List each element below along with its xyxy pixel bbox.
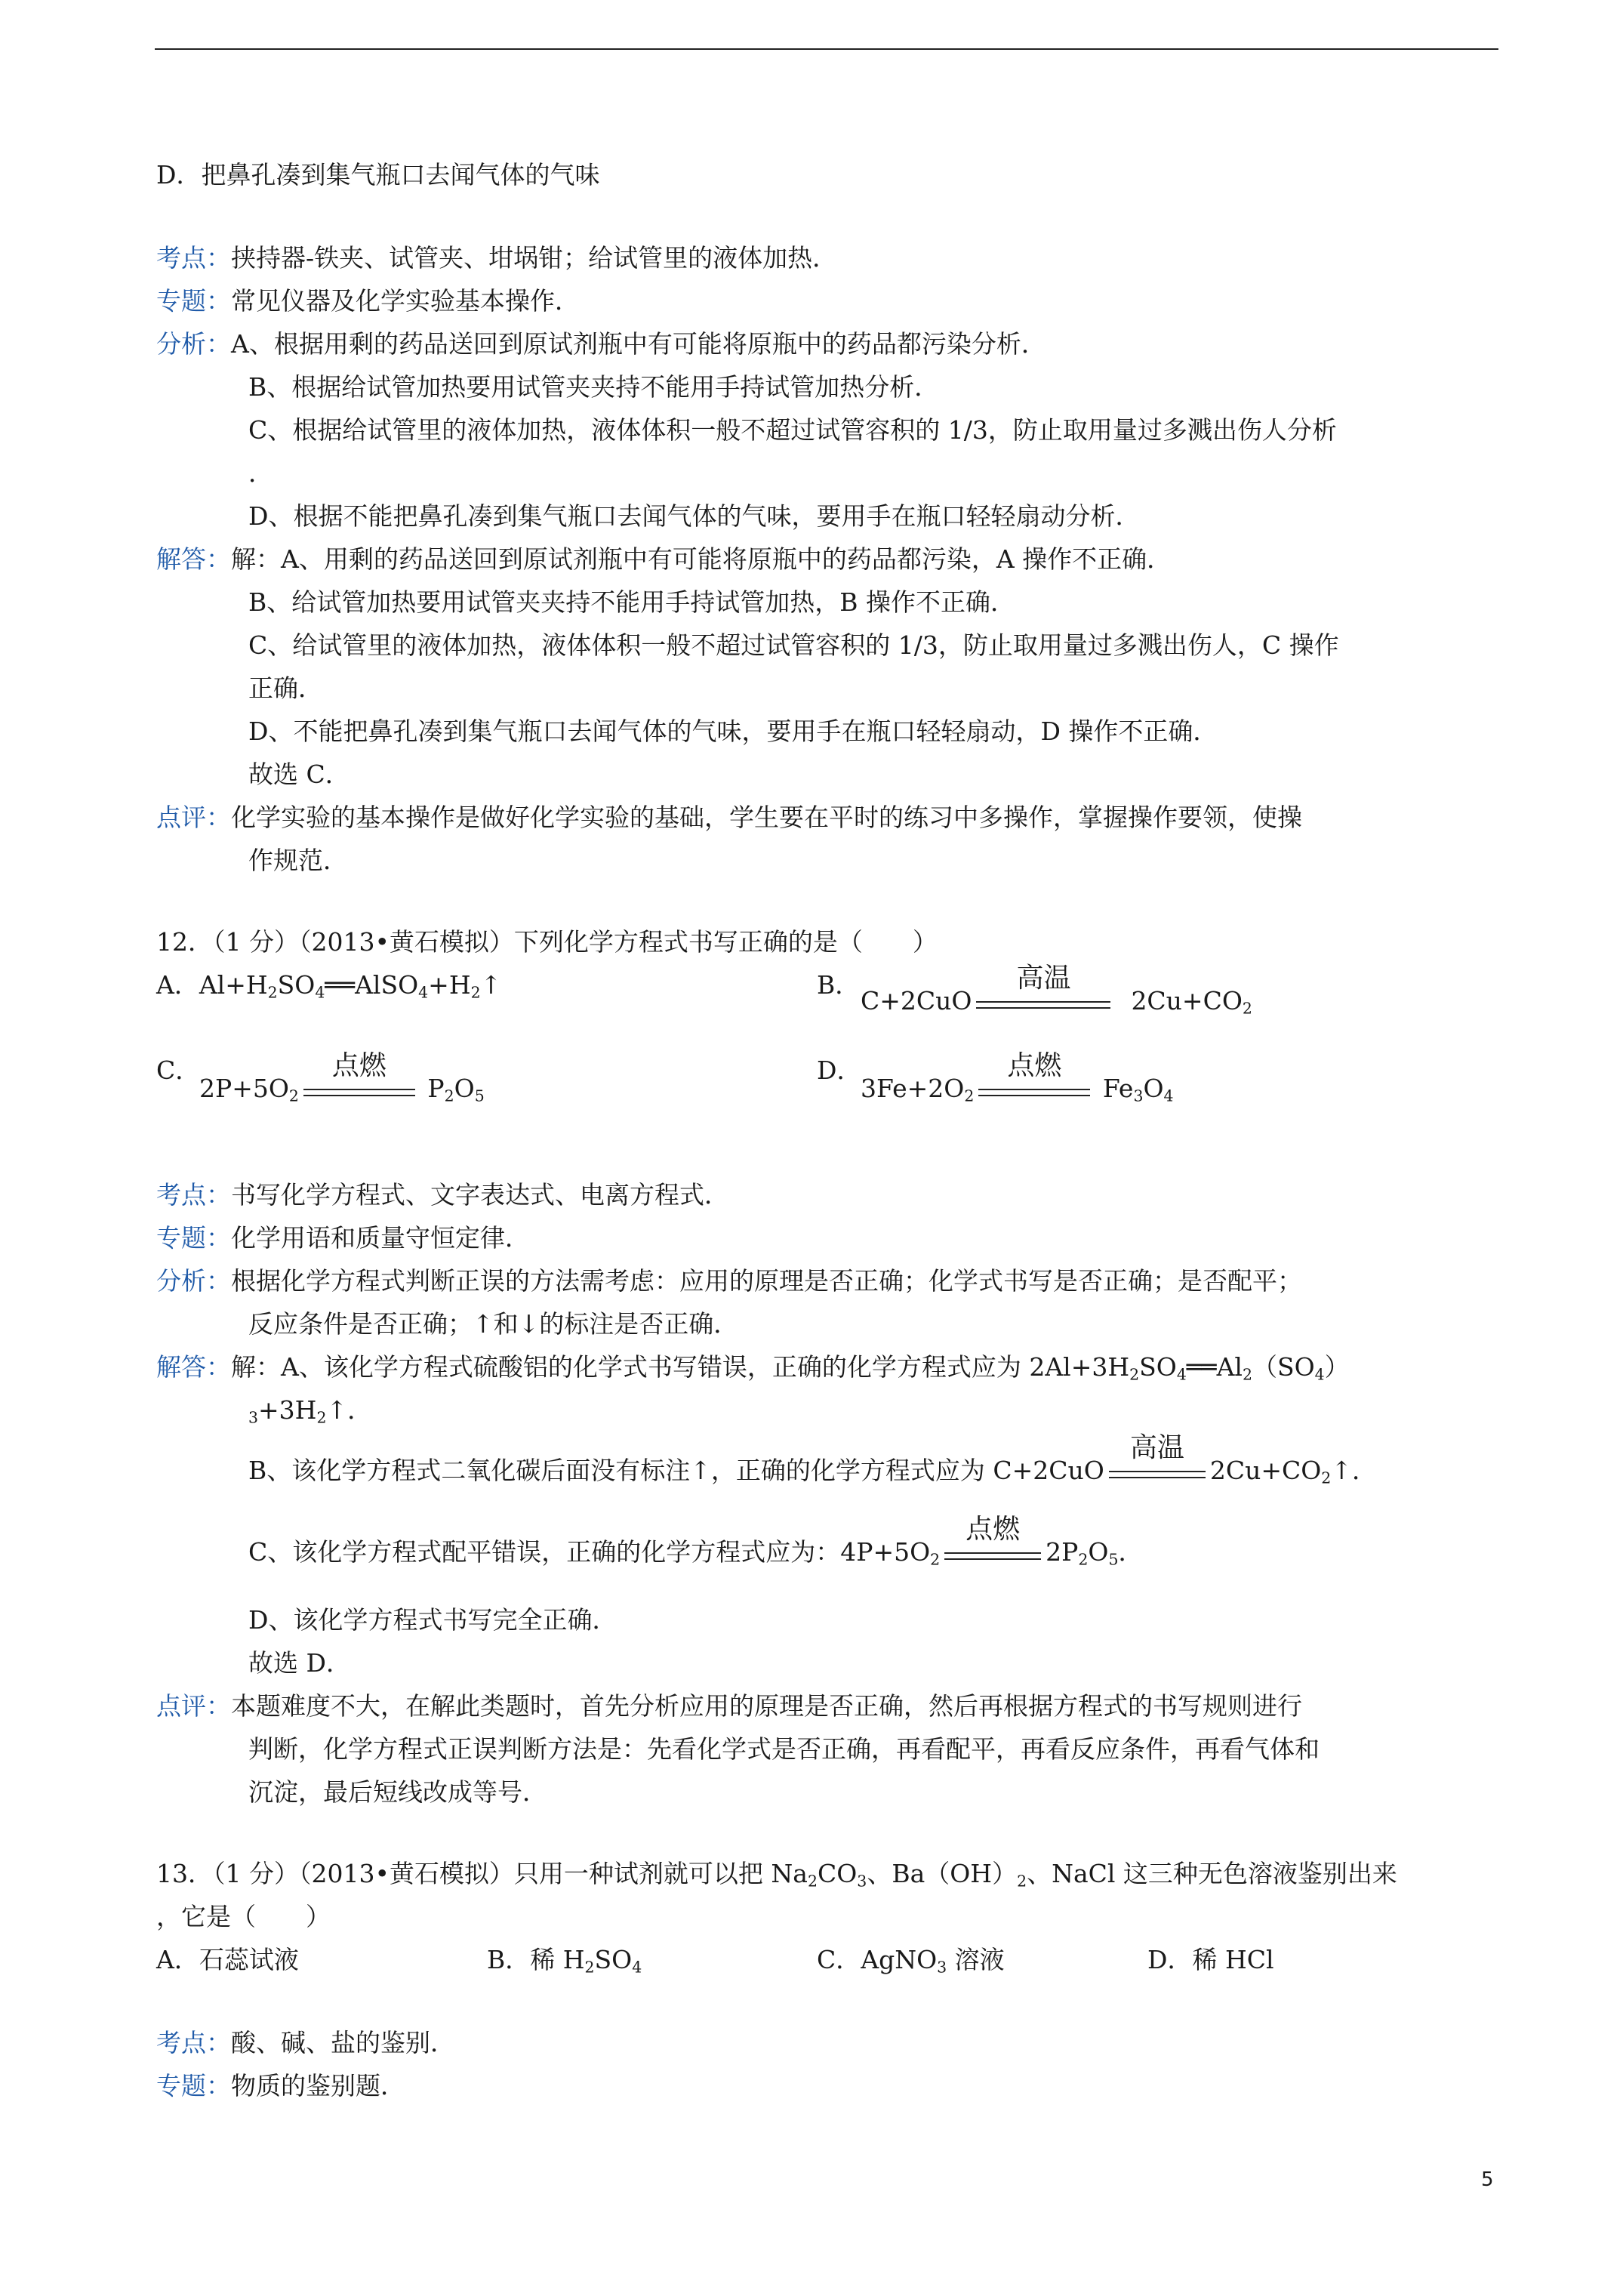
q12-option-c-label: C． [156,1056,201,1085]
reaction-arrow: 点燃 [974,1074,1095,1104]
q11-dianping [156,803,1302,833]
q11-jieda-line: 故选 C． [248,760,350,789]
fenxi-line: A、根据用剩的药品送回到原试剂瓶中有可能将原瓶中的药品都污染分析． [231,329,1046,359]
q12-option-d-label: D． [817,1056,862,1085]
q12-jieda: 解答：解：A、该化学方程式硫酸铝的化学式书写错误，正确的化学方程式应为 $2Al+3H_2SO_4══Al_2(SO_4)$ [156,1352,1350,1384]
fenxi-label: 分析： [156,1266,231,1296]
q11-jieda-line: D、不能把鼻孔凑到集气瓶口去闻气体的气味，要用手在瓶口轻轻扇动，D 操作不正确． [248,717,1218,746]
page-number: 5 [1481,2168,1494,2191]
q11-dianping-line: 作规范． [248,846,348,875]
kaodian-label: 考点： [156,2028,231,2057]
q12-fenxi: 分析：根据化学方程式判断正误的方法需考虑：应用的原理是否正确；化学式书写是否正确；是否配平； [156,1266,1302,1296]
q13-option-a: A．石蕊试液 [156,1945,299,1974]
zhuanti-label: 专题： [156,1223,231,1253]
q11-jieda-line: B、给试管加热要用试管夹夹持不能用手持试管加热，B 操作不正确． [248,587,1015,617]
q11-fenxi-line: C、根据给试管里的液体加热，液体体积一般不超过试管容积的 1/3，防止取用量过多溅出伤人分析 [248,415,1337,445]
q12-option-a: A．$Al+H_2SO_4══AlSO_4+H_2↑$ [156,970,502,1002]
q12-option-d: $3Fe+2O_2$ 点燃 $Fe_3O_4$ [861,1050,1174,1105]
header-rule [155,48,1498,50]
q12-jieda-b: B、该化学方程式二氧化碳后面没有标注↑，正确的化学方程式应为 C+2CuO 高温 $2Cu+CO_2↑$． [248,1432,1377,1487]
zhuanti-label: 专题： [156,2071,231,2100]
q13-option-c: C．AgNO$_3$ 溶液 [817,1945,1005,1977]
q11-jieda-line: 正确． [248,673,323,703]
zhuanti-label: 专题： [156,286,231,316]
q12-zhuanti: 专题：化学用语和质量守恒定律． [156,1223,530,1253]
q12-jieda-d: D、该化学方程式书写完全正确． [248,1605,617,1635]
q12-jieda-a-cont: $_3+3H_2↑$． [248,1395,373,1427]
q12-fenxi-line: 反应条件是否正确；↑和↓的标注是否正确． [248,1309,739,1339]
q12-dianping: 点评：本题难度不大，在解此类题时，首先分析应用的原理是否正确，然后再根据方程式的书写规则进行 [156,1691,1302,1721]
zhuanti-text: 常见仪器及化学实验基本操作． [231,286,580,316]
q12-dianping-line: 判断，化学方程式正误判断方法是：先看化学式是否正确，再看配平，再看反应条件，再看气体和 [248,1734,1320,1764]
reaction-arrow: 高温 [1104,1456,1210,1486]
q11-fenxi [156,329,1046,359]
q13-option-d: D．稀 HCl [1147,1945,1274,1974]
dianping-label: 点评： [156,1691,231,1721]
q13-stem-cont: ，它是（ ） [156,1902,331,1931]
reaction-arrow: 高温 [972,986,1115,1016]
jieda-label: 解答： [156,544,231,574]
q11-zhuanti [156,286,580,316]
q12-dianping-line: 沉淀，最后短线改成等号． [248,1777,547,1807]
q12-jieda-c: C、该化学方程式配平错误，正确的化学方程式应为：$4P+5O_2$ 点燃 $2P_2O_5$． [248,1514,1144,1569]
jieda-line: 解：A、用剩的药品送回到原试剂瓶中有可能将原瓶中的药品都污染，A 操作不正确． [231,544,1172,574]
kaodian-label: 考点： [156,1180,231,1210]
reaction-arrow: 点燃 [940,1537,1046,1567]
q12-option-b: C+2CuO 高温 $2Cu+CO_2$ [861,963,1252,1018]
dianping-line: 化学实验的基本操作是做好化学实验的基础，学生要在平时的练习中多操作，掌握操作要领，使操 [231,803,1302,832]
q12-jieda-end: 故选 D． [248,1648,351,1678]
q11-option-d: D．把鼻孔凑到集气瓶口去闻气体的气味 [156,160,600,190]
q12-stem: 12．（1 分）（2013•黄石模拟）下列化学方程式书写正确的是（ ） [156,927,938,957]
q11-jieda-line: C、给试管里的液体加热，液体体积一般不超过试管容积的 1/3，防止取用量过多溅出伤人，C 操作 [248,630,1339,660]
q13-kaodian: 考点：酸、碱、盐的鉴别． [156,2028,455,2057]
q12-kaodian: 考点：书写化学方程式、文字表达式、电离方程式． [156,1180,729,1210]
dianping-label: 点评： [156,803,231,832]
reaction-arrow: 点燃 [299,1074,420,1104]
q13-option-b: B．稀 $H_2SO_4$ [487,1945,642,1977]
q11-fenxi-line: D、根据不能把鼻孔凑到集气瓶口去闻气体的气味，要用手在瓶口轻轻扇动分析． [248,501,1141,531]
kaodian-label: 考点： [156,243,231,273]
jieda-label: 解答： [156,1352,231,1382]
q11-jieda [156,544,1172,575]
q12-option-c: $2P+5O_2$ 点燃 $P_2O_5$ [199,1050,485,1105]
q13-zhuanti: 专题：物质的鉴别题． [156,2071,405,2100]
q11-kaodian [156,243,837,273]
q12-option-b-label: B． [817,970,861,1000]
fenxi-label: 分析： [156,329,231,359]
q11-fenxi-line: ． [248,458,273,488]
kaodian-text: 挟持器-铁夹、试管夹、坩埚钳；给试管里的液体加热． [231,243,838,273]
q13-stem: 13．（1 分）（2013•黄石模拟）只用一种试剂就可以把 $Na_2CO_3$、$Ba(OH)_2$、NaCl 这三种无色溶液鉴别出来 [156,1859,1397,1891]
q11-fenxi-line: B、根据给试管加热要用试管夹夹持不能用手持试管加热分析． [248,372,940,402]
